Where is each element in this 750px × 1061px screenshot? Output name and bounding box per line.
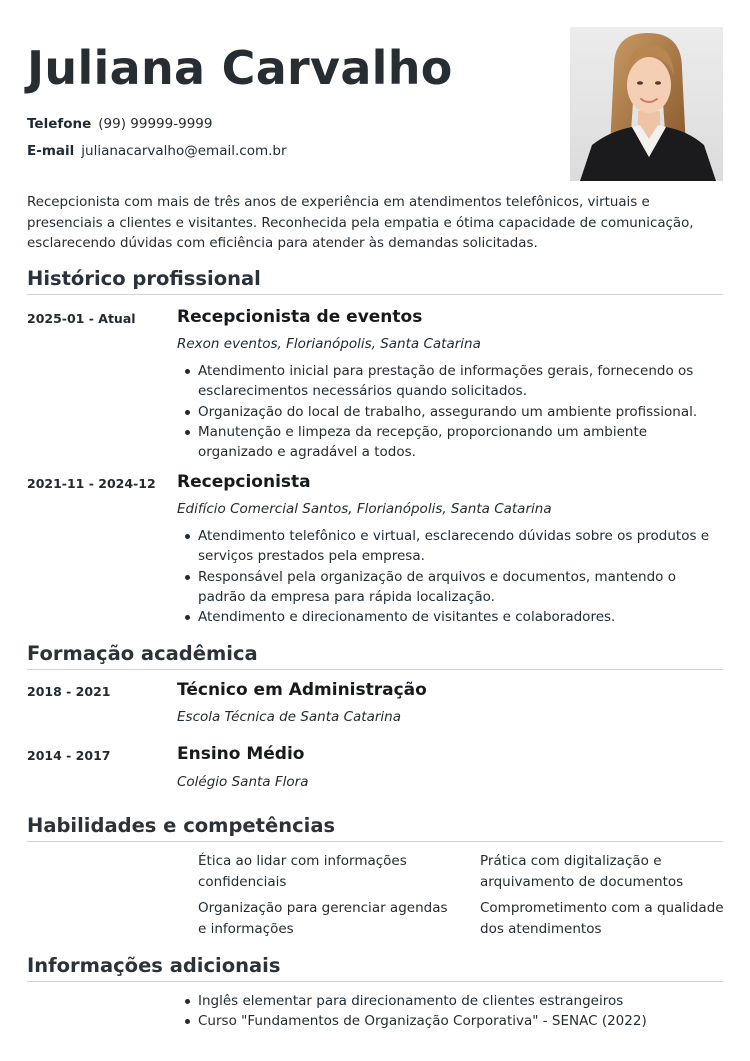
job-responsibilities <box>177 361 725 462</box>
phone-value: (99) 99999-9999 <box>98 116 213 132</box>
skill-item: Comprometimento com a qualidade dos atendimentos <box>480 900 724 937</box>
education-title: Técnico em Administração <box>177 680 427 700</box>
candidate-name: Juliana Carvalho <box>27 41 453 95</box>
section-title-experience: Histórico profissional <box>27 267 723 295</box>
profile-photo <box>570 27 723 181</box>
job-title: Recepcionista <box>177 472 311 492</box>
email-row <box>27 142 287 160</box>
phone-label: Telefone <box>27 116 92 132</box>
list-item: Atendimento telefônico e virtual, esclarecendo dúvidas sobre os produtos e serviços prestados pela empresa. <box>177 526 725 567</box>
education-school: Colégio Santa Flora <box>177 774 309 790</box>
job-responsibilities <box>177 526 725 627</box>
section-title-skills: Habilidades e competências <box>27 814 723 842</box>
skill-item: Prática com digitalização e arquivamento de documentos <box>480 853 684 890</box>
job-title: Recepcionista de eventos <box>177 307 423 327</box>
section-title-additional: Informações adicionais <box>27 954 723 982</box>
education-title: Ensino Médio <box>177 744 305 764</box>
professional-summary: Recepcionista com mais de três anos de experiência em atendimentos telefônicos, virtuais e presenciais a clientes e visitantes. Reconhecida pela empatia e ótima capacidade de comunicação, esclarecendo dúvidas com eficiência para atender às demandas solicitadas. <box>27 195 694 251</box>
job-company: Rexon eventos, Florianópolis, Santa Catarina <box>177 336 481 352</box>
job-date: 2021-11 - 2024-12 <box>27 476 156 491</box>
skill-item: Organização para gerenciar agendas e informações <box>198 900 448 937</box>
list-item: Organização do local de trabalho, assegurando um ambiente profissional. <box>177 402 725 422</box>
additional-info-list <box>177 991 725 1032</box>
skill-item: Ética ao lidar com informações confidenciais <box>198 853 407 890</box>
email-value: julianacarvalho@email.com.br <box>81 143 287 159</box>
education-date: 2014 - 2017 <box>27 748 111 763</box>
list-item: Responsável pela organização de arquivos e documentos, mantendo o padrão da empresa para rápida localização. <box>177 567 725 608</box>
list-item: Manutenção e limpeza da recepção, proporcionando um ambiente organizado e agradável a todos. <box>177 422 725 463</box>
email-label: E-mail <box>27 143 75 159</box>
list-item: Inglês elementar para direcionamento de clientes estrangeiros <box>177 991 725 1011</box>
job-date: 2025-01 - Atual <box>27 311 136 326</box>
phone-row <box>27 115 212 133</box>
list-item: Atendimento e direcionamento de visitantes e colaboradores. <box>177 607 725 627</box>
list-item: Atendimento inicial para prestação de informações gerais, fornecendo os esclarecimentos necessários quando solicitados. <box>177 361 725 402</box>
education-date: 2018 - 2021 <box>27 684 111 699</box>
list-item: Curso "Fundamentos de Organização Corporativa" - SENAC (2022) <box>177 1011 725 1031</box>
job-company: Edifício Comercial Santos, Florianópolis, Santa Catarina <box>177 501 552 517</box>
section-title-education: Formação acadêmica <box>27 642 723 670</box>
education-school: Escola Técnica de Santa Catarina <box>177 709 401 725</box>
